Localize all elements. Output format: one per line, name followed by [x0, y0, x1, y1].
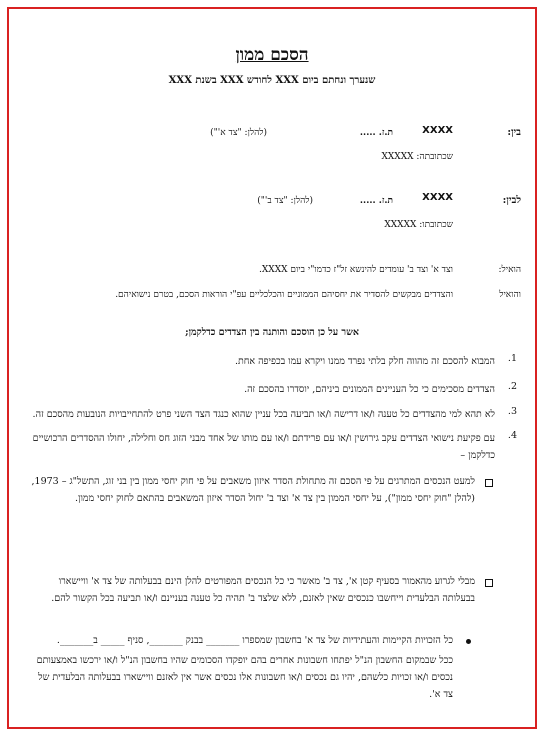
party-a-id: ת.ז. .....: [359, 128, 393, 138]
whereas-text-1: וצד א' וצד ב' עומדים להינשא זל"ז כדמו"י ביום XXXX.: [259, 265, 453, 275]
document-subtitle: שנערך ונחתם ביום XXX לחודש XXX בשנת XXX: [168, 75, 376, 86]
subclause-a-text: למעט הנכסים המתרגים על פי הסכם זה מתחולת הסדר איזון משאבים על פי חוק יחסי ממון בין בני זוג, התשל"ג – 1973, (להלן "חוק יחסי ממון"), על יחסי הממון בין צד א' וצד ב' יחול הסדר איזון המשאבים בהתאם לחוק יחסי ממון.: [31, 476, 475, 504]
whereas-label-1: הואיל:: [498, 265, 521, 275]
clause-3-number: 3.: [507, 406, 517, 417]
whereas-text-2: והצדדים מבקשים להסדיר את יחסיהם הממוניים והכלכליים עפ"י הוראות הסכם, בטרם נישואיהם.: [115, 290, 453, 300]
party-b-name: XXXX: [422, 192, 453, 203]
clause-1-number: 1.: [507, 353, 517, 364]
subclause-a-checkbox-icon: [485, 479, 493, 487]
clause-1-text: המבוא להסכם זה מהווה חלק בלתי נפרד ממנו ויקרא עמו בכפיפה אחת.: [234, 356, 495, 367]
whereas-label-2: והואיל: [499, 290, 521, 300]
party-b-address: שכתובתו: XXXXX: [384, 220, 453, 230]
document-page: [7, 7, 537, 729]
subclause-b-text: מבלי לגרוע מהאמור בסעיף קטן א', צד ב' מאשר כי כל הנכסים המפורטים להלן הינם בבעלותה של צד א' וויישארו בבעלותה הבלעדית וייחשבו כנכסים שאין לאזנם, ללא שלצד ב' תהיה כל טענה בעניינם ו/או תביעה בכל הקשור להם.: [51, 576, 475, 604]
bullet-continuation-text: ככל שבמקום החשבון הנ"ל יפתחו חשבונות אחרים בהם יופקדו הסכומים שהיו בחשבון הנ"ל ו/או ירכשו באמצעותם נכסים ו/או זכויות כלשהם, יהיו גם נכסים ו/או חשבונות אלו נכסים אשר אין לאזנם וויישארו בבעלותה הבלעדית של צד א'.: [36, 655, 453, 700]
clause-2-text: הצדדים מסכימים כי כל העניינים הממונים ביניהם, יוסדרו בהסכם זה.: [244, 384, 495, 395]
clause-3-text: לא תהא למי מהצדדים כל טענה ו/או דרישה ו/או תביעה בכל עניין שהוא כנגד הצד השני פרט להתחייבויות הנובעות מהסכם זה.: [32, 409, 495, 420]
party-a-address: שכתובתה: XXXXX: [381, 152, 453, 162]
clause-4-number: 4.: [507, 430, 517, 441]
party-a-name: XXXX: [422, 125, 453, 136]
clause-4-text: עם פקיעת נישואי הצדדים עקב גירושין ו/או עם פרידתם ו/או עם מותו של אחד מבני הזוג חס וחלילה, יחולו ההסדרים הרכושיים כדלקמן –: [32, 433, 495, 461]
bullet-icon: [466, 639, 471, 644]
bullet-text: כל הזכויות הקיימות והעתידיות של צד א' בחשבון שמספרו _______ בבנק _______, סניף _____ ב_______.: [56, 635, 453, 646]
party-a-label: בין:: [507, 127, 521, 138]
subclause-b-checkbox-icon: [485, 579, 493, 587]
party-b-id: ת.ז. .....: [359, 196, 393, 206]
party-a-hereinafter: (להלן: "צד א'"): [210, 128, 267, 138]
declaration-heading: אשר על כן הוסכם והותנה בין הצדדים כדלקמן;: [185, 327, 359, 338]
document-title: הסכם ממון: [235, 45, 309, 65]
party-b-label: לבין:: [502, 195, 521, 206]
clause-2-number: 2.: [507, 381, 517, 392]
party-b-hereinafter: (להלן: "צד ב'"): [257, 196, 313, 206]
